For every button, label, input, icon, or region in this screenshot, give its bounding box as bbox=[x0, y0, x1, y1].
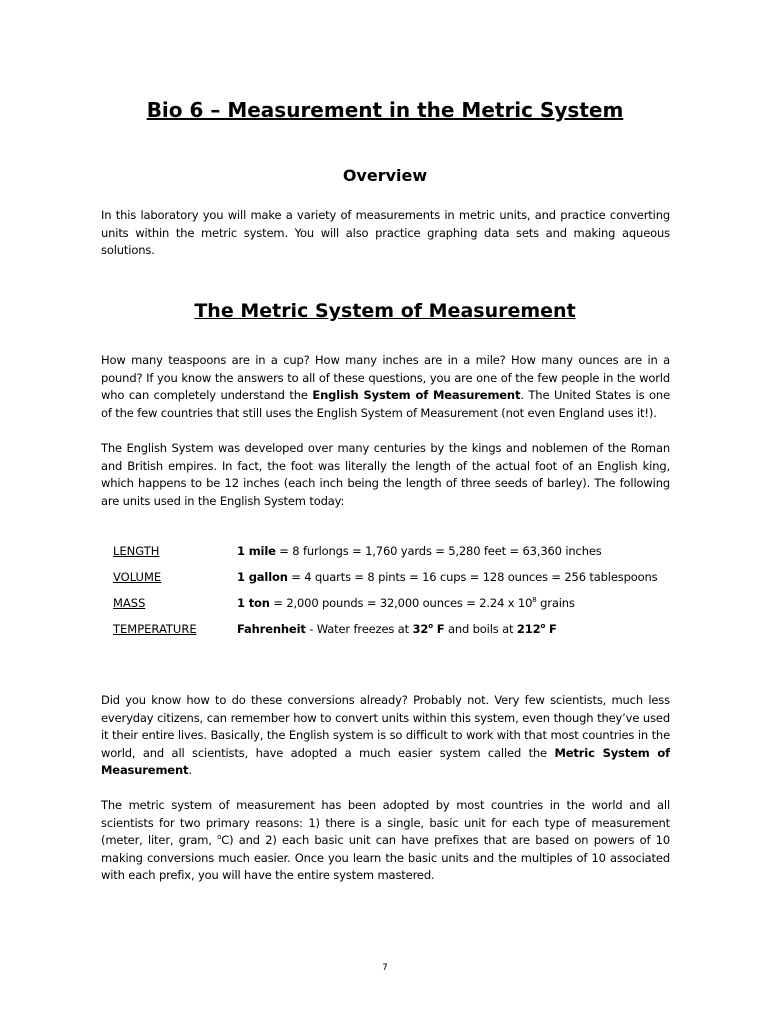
unit-row-volume bbox=[113, 569, 673, 595]
unit-row-length bbox=[113, 543, 673, 569]
boiling-point-value bbox=[517, 622, 557, 636]
boiling-point-number: 212 bbox=[516, 622, 541, 636]
unit-label-mass: MASS bbox=[113, 596, 146, 610]
unit-bold-volume: 1 gallon bbox=[237, 570, 288, 584]
conversion-text-before: Did you know how to do these conversions already? Probably not. Very few scientists, much less everyday citizens, can remember how to convert units within this system, even though they’ve used it their entire lives. Basically, the English system is so difficult to work with that most countries in the world, and all scientists, have adopted a much easier system called the bbox=[101, 693, 670, 760]
freezing-point-number: 32 bbox=[412, 622, 429, 636]
unit-desc-length bbox=[237, 543, 602, 560]
intro-text-after: . The United States is one of the few countries that still uses the English System of Measurement (not even England uses it!). bbox=[101, 388, 670, 420]
english-system-bold: English System of Measurement bbox=[312, 388, 521, 402]
unit-tail-mass: grains bbox=[536, 596, 575, 610]
history-paragraph: The English System was developed over many centuries by the kings and noblemen of the Roman and British empires. In fact, the foot was literally the length of the actual foot of an English king, which happens to be 12 inches (each inch being the length of three seeds of barley). The following are units used in the English System today: bbox=[101, 441, 670, 508]
degree-symbol-celsius: o bbox=[217, 833, 222, 842]
freezing-point-value bbox=[412, 622, 444, 636]
metric-system-bold: Metric System of Measurement bbox=[101, 745, 670, 777]
unit-label-temperature: TEMPERATURE bbox=[113, 622, 197, 636]
freezing-point-unit: F bbox=[432, 622, 445, 636]
unit-rest-volume: = 4 quarts = 8 pints = 16 cups = 128 ounces = 256 tablespoons bbox=[287, 570, 658, 584]
conversion-paragraph bbox=[101, 692, 670, 780]
unit-row-temperature bbox=[113, 621, 673, 647]
english-units-list bbox=[113, 543, 673, 647]
unit-bold-mass: 1 ton bbox=[237, 596, 270, 610]
unit-mid-temperature: - Water freezes at bbox=[305, 622, 413, 636]
overview-paragraph: In this laboratory you will make a variety of measurements in metric units, and practice converting units within the metric system. You will also practice graphing data sets and making aqueous solutions. bbox=[101, 208, 670, 257]
metric-reasons-paragraph bbox=[101, 797, 670, 885]
unit-desc-temperature bbox=[237, 621, 557, 638]
unit-bold-length: 1 mile bbox=[237, 544, 276, 558]
unit-desc-mass bbox=[237, 595, 575, 612]
unit-row-mass bbox=[113, 595, 673, 621]
unit-desc-volume bbox=[237, 569, 657, 586]
unit-label-length: LENGTH bbox=[113, 544, 160, 558]
unit-rest-mass: = 2,000 pounds = 32,000 ounces = 2.24 x 10 bbox=[269, 596, 533, 610]
metric-system-heading: The Metric System of Measurement bbox=[194, 300, 576, 322]
unit-and-temperature: and boils at bbox=[444, 622, 517, 636]
unit-label-volume: VOLUME bbox=[113, 570, 162, 584]
overview-heading: Overview bbox=[342, 166, 428, 185]
page-title: Bio 6 – Measurement in the Metric System bbox=[146, 98, 624, 122]
conversion-text-after: . bbox=[188, 763, 192, 777]
degree-symbol-freeze: o bbox=[428, 622, 433, 631]
boiling-point-unit: F bbox=[545, 622, 557, 636]
reasons-text-before: The metric system of measurement has been adopted by most countries in the world and all scientists for two primary reasons: 1) there is a single, basic unit for each type of measurement (meter, liter, gram, bbox=[101, 798, 670, 847]
unit-rest-length: = 8 furlongs = 1,760 yards = 5,280 feet = 63,360 inches bbox=[275, 544, 602, 558]
degree-symbol-boil: o bbox=[540, 622, 546, 631]
unit-exponent-mass: 8 bbox=[532, 596, 537, 605]
page-number: 7 bbox=[382, 963, 388, 973]
reasons-text-after: C) and 2) each basic unit can have prefixes that are based on powers of 10 making conversions much easier. Once you learn the basic units and the multiples of 10 associated with each prefix, you will have the entire system mastered. bbox=[101, 833, 671, 882]
intro-text-before: How many teaspoons are in a cup? How many inches are in a mile? How many ounces are in a pound? If you know the answers to all of these questions, you are one of the few people in the world who can completely understand the bbox=[101, 353, 670, 402]
unit-bold-temperature: Fahrenheit bbox=[237, 622, 306, 636]
intro-paragraph bbox=[101, 352, 670, 422]
